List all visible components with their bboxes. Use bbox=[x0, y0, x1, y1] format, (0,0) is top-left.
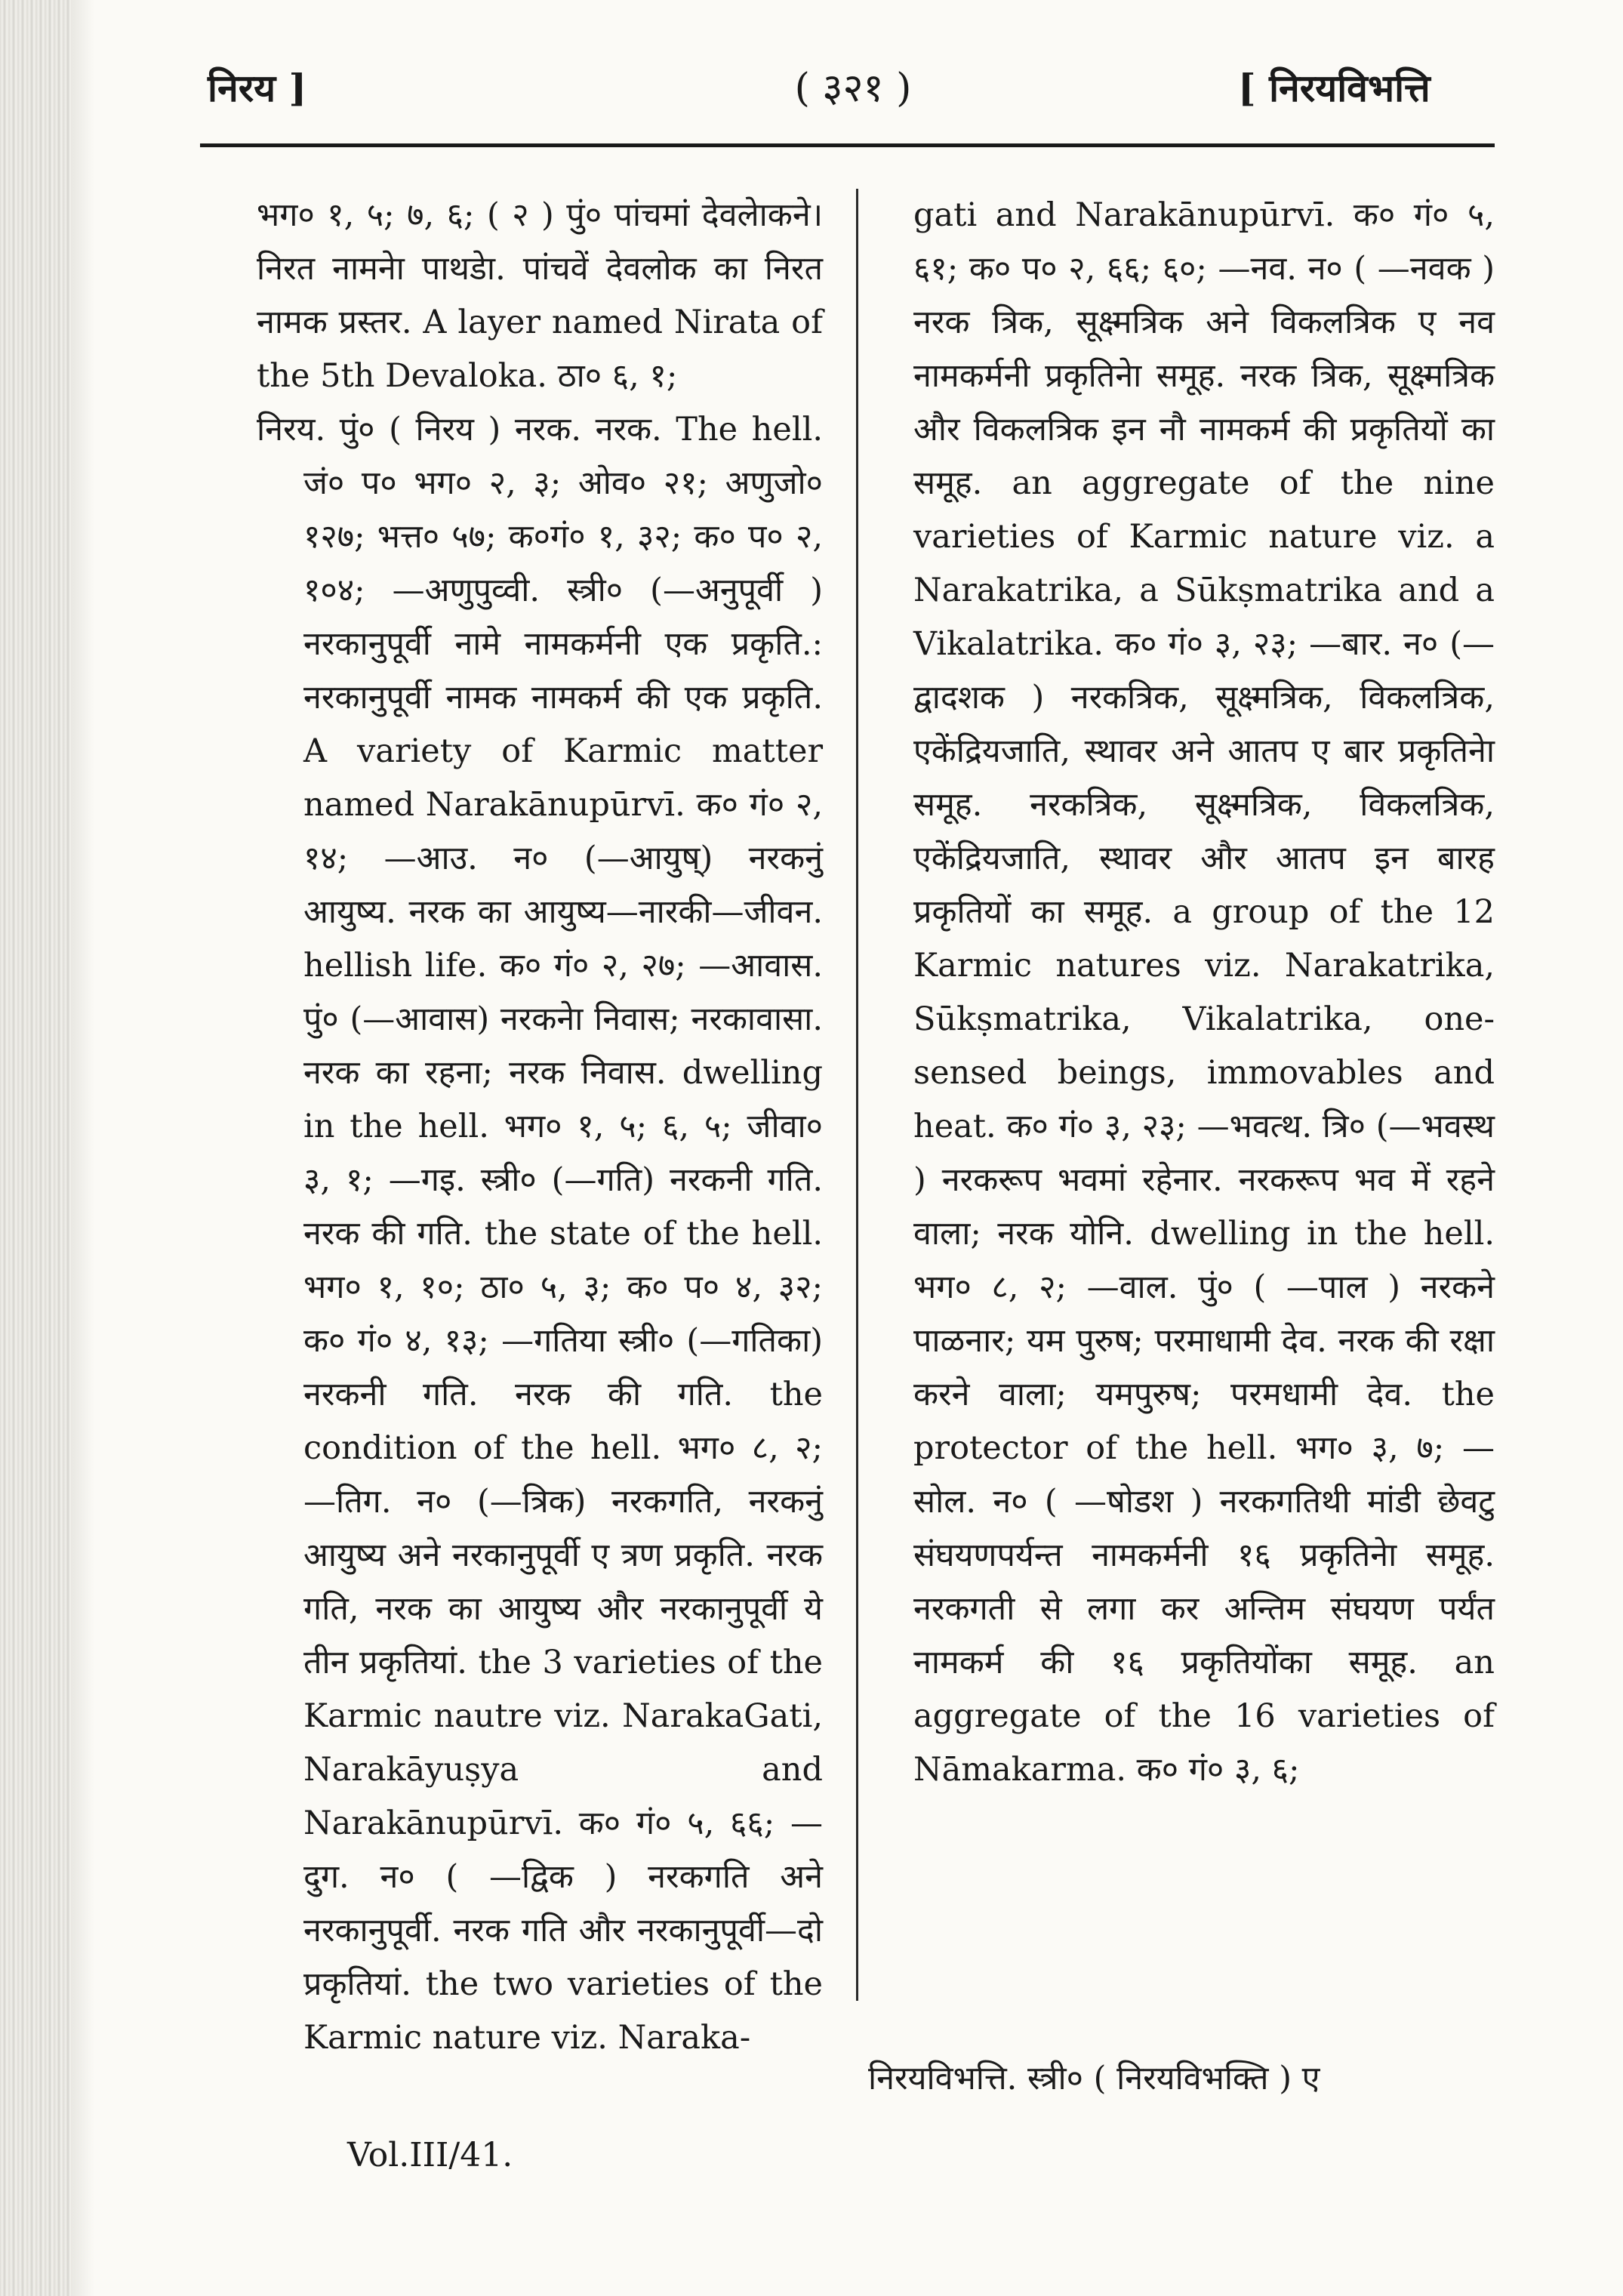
header-rule bbox=[200, 143, 1495, 147]
entry-continuation: भग० १, ५; ७, ६; ( २ ) पुं० पांचमां देवलेाकने। निरत नामनेा पाथडेा. पांचवें देवलोक का निरत नामक प्रस्तर. A layer named Nirata of the 5th Devaloka. ठा० ६, १; bbox=[257, 196, 823, 395]
entry-niraya: निरय. पुं० ( निरय ) नरक. नरक. The hell. जं० प० भग० २, ३; ओव० २१; अणुजो० १२७; भत्त० ५७; क०गं० १, ३२; क० प० २, १०४; —अणुपुव्वी. स्त्री० (—अनुपूर्वी ) नरकानुपूर्वी नामे नामकर्मनी एक प्रकृति.: नरकानुपूर्वी नामक नामकर्म की एक प्रकृति. A variety of Karmic matter named Narakānupūrvī. क० गं० २, १४; —आउ. न० (—आयुष्) नरकनुं आयुष्य. नरक का आयुष्य—नारकी—जीवन. hellish life. क० गं० २, २७; —आवास. पुं० (—आवास) नरकनेा निवास; नरकावासा. नरक का रहना; नरक निवास. dwelling in the hell. भग० १, ५; ६, ५; जीवा० ३, १; —गइ. स्त्री० (—गति) नरकनी गति. नरक की गति. the state of the hell. भग० १, १०; ठा० ५, ३; क० प० ४, ३२; क० गं० ४, १३; —गतिया स्त्री० (—गतिका) नरकनी गति. नरक की गति. the condition of the hell. भग० ८, २; —तिग. न० (—त्रिक) नरकगति, नरकनुं आयुष्य अने नरकानुपूर्वी ए त्रण प्रकृति. नरक गति, नरक का आयुष्य और नरकानुपूर्वी ये तीन प्रकृतियां. the 3 varieties of the Karmic nautre viz. NarakaGati, Narakāyuṣya and Narakānupūrvī. क० गं० ५, ६६; —दुग. न० ( —द्विक ) नरकगति अने नरकानुपूर्वी. नरक गति और नरकानुपूर्वी—दो प्रकृतियां. the two varieties of the Karmic nature viz. Naraka- bbox=[257, 411, 823, 2057]
scan-edge bbox=[0, 0, 72, 2296]
entry-continuation-right: gati and Narakānupūrvī. क० गं० ५, ६१; क० प० २, ६६; ६०; —नव. न० ( —नवक ) नरक त्रिक, सूक्ष्मत्रिक अने विकलत्रिक ए नव नामकर्मनी प्रकृतिनेा समूह. नरक त्रिक, सूक्ष्मत्रिक और विकलत्रिक इन नौ नामकर्म की प्रकृतियों का समूह. an aggregate of the nine varieties of Karmic nature viz. a Narakatrika, a Sūkṣmatrika and a Vikalatrika. क० गं० ३, २३; —बार. न० (—द्वादशक ) नरकत्रिक, सूक्ष्मत्रिक, विकलत्रिक, एकेंद्रियजाति, स्थावर अने आतप ए बार प्रकृतिनेा समूह. नरकत्रिक, सूक्ष्मत्रिक, विकलत्रिक, एकेंद्रियजाति, स्थावर और आतप इन बारह प्रकृतियों का समूह. a group of the 12 Karmic natures viz. Narakatrika, Sūkṣmatrika, Vikalatrika, one-sensed beings, immovables and heat. क० गं० ३, २३; —भवत्थ. त्रि० (—भवस्थ ) नरकरूप भवमां रहेनार. नरकरूप भव में रहने वाला; नरक योनि. dwelling in the hell. भग० ८, २; —वाल. पुं० ( —पाल ) नरकने पाळनार; यम पुरुष; परमाधामी देव. नरक की रक्षा करने वाला; यमपुरुष; परमधामी देव. the protector of the hell. भग० ३, ७; —सोल. न० ( —षोडश ) नरकगतिथी मांडी छेवटु संघयणपर्यन्त नामकर्मनी १६ प्रकृतिनेा समूह. नरकगती से लगा कर अन्तिम संघयण पर्यंत नामकर्म की १६ प्रकृतियोंका समूह. an aggregate of the 16 varieties of Nāmakarma. क० गं० ३, ६; bbox=[913, 196, 1495, 1789]
right-column bbox=[913, 189, 1495, 1797]
volume-footer: Vol.III/41. bbox=[347, 2136, 513, 2174]
left-column bbox=[257, 189, 823, 2065]
scan-edge-shadow bbox=[72, 0, 94, 2296]
entry-nirayavibhatti: निरयविभत्ति. स्त्री० ( निरयविभक्ति ) ए bbox=[868, 2060, 1320, 2097]
page-number: ( ३२१ ) bbox=[794, 66, 912, 111]
running-head-right: [ निरयविभत्ति bbox=[1238, 66, 1431, 110]
column-divider bbox=[856, 189, 858, 2001]
running-head-left: निरय ] bbox=[208, 66, 307, 110]
